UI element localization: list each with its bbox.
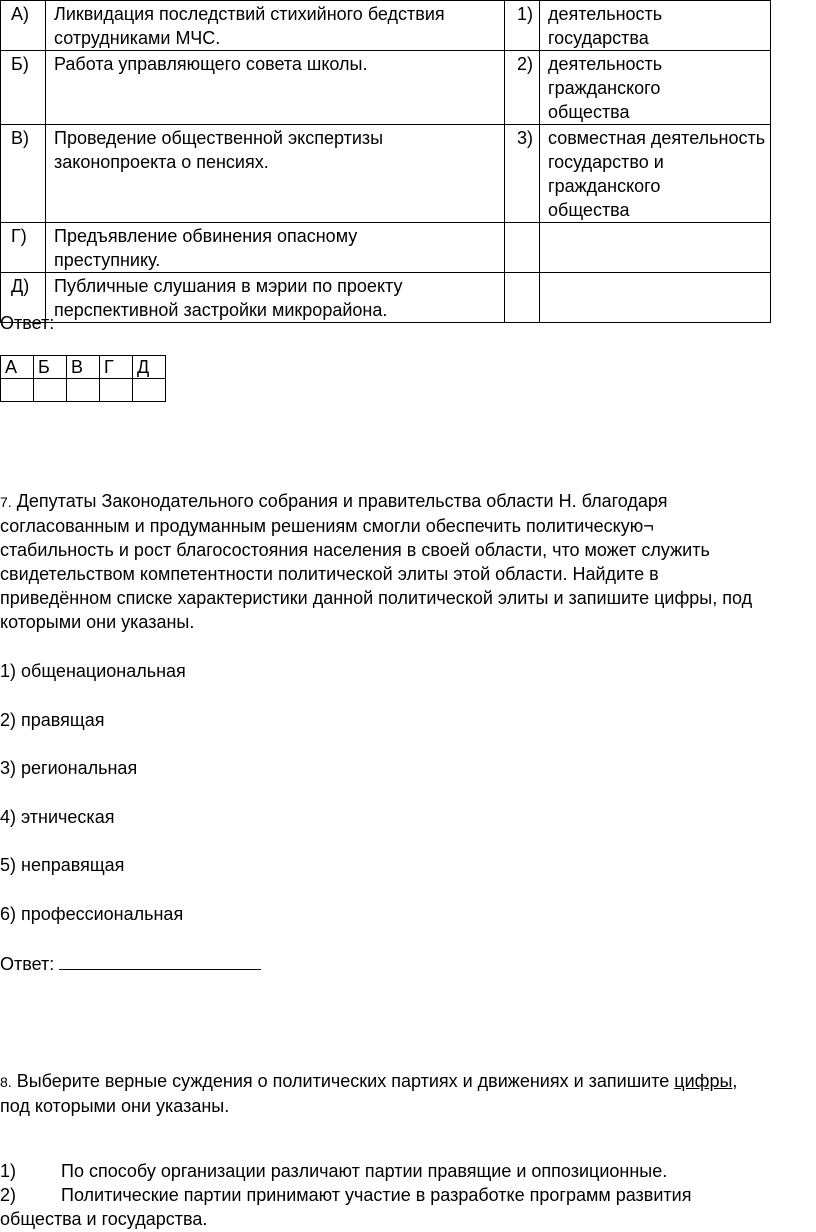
row-letter: Г)	[1, 223, 46, 273]
answer-header-cell: Д	[133, 356, 166, 379]
answer-header-cell: В	[67, 356, 100, 379]
q7-option-1: 1) общенациональная	[0, 661, 186, 681]
row-text	[46, 1, 505, 51]
answer-table	[0, 355, 166, 402]
matching-row	[1, 125, 771, 223]
q8-item-number: 1)	[0, 1161, 17, 1181]
answer-header-cell: А	[1, 356, 34, 379]
option-number: 2)	[505, 51, 540, 125]
answer-input-cell[interactable]	[67, 379, 100, 402]
q7-answer-blank[interactable]	[59, 951, 261, 970]
answer-header-cell: Г	[100, 356, 133, 379]
row-letter: В)	[1, 125, 46, 223]
row-letter: А)	[1, 1, 46, 51]
q8-underlined-word: цифры	[674, 1071, 733, 1091]
q8-item-text: Политические партии принимают участие в разработке программ развития	[61, 1185, 692, 1205]
row-text	[46, 223, 505, 273]
answer-input-cell[interactable]	[100, 379, 133, 402]
option-text-line: деятельность государства	[548, 4, 663, 48]
q7-option-5: 5) неправящая	[0, 855, 125, 875]
row-text-line: Публичные слушания в мэрии по проекту	[54, 276, 403, 296]
q7-answer-label: Ответ:	[0, 954, 55, 974]
option-text	[540, 125, 771, 223]
row-text-line: законопроекта о пенсиях.	[54, 152, 269, 172]
q8-comma: ,	[732, 1071, 738, 1091]
row-text-line: перспективной застройки микрорайона.	[54, 300, 388, 320]
answer-header-cell: Б	[34, 356, 67, 379]
option-text	[540, 1, 771, 51]
answer-input-cell[interactable]	[1, 379, 34, 402]
option-text	[540, 273, 771, 323]
option-text-line: совместная деятельность	[548, 128, 766, 148]
option-number	[505, 223, 540, 273]
row-text	[46, 51, 505, 125]
question-7-line: которыми они указаны.	[0, 612, 195, 632]
matching-row	[1, 1, 771, 51]
option-text	[540, 223, 771, 273]
q7-option-6: 6) профессиональная	[0, 904, 184, 924]
matching-row	[1, 273, 771, 323]
q8-item-text-cont: общества и государства.	[0, 1209, 208, 1229]
row-text	[46, 125, 505, 223]
question-8-number: 8.	[0, 1074, 12, 1090]
option-number: 1)	[505, 1, 540, 51]
option-number	[505, 273, 540, 323]
question-7-number: 7.	[0, 494, 12, 510]
q8-item-2	[0, 1183, 691, 1231]
question-7-line: свидетельством компетентности политической элиты этой области. Найдите в	[0, 564, 659, 584]
matching-row	[1, 223, 771, 273]
answer-label: Ответ:	[0, 313, 55, 333]
answer-input-cell[interactable]	[34, 379, 67, 402]
row-letter: Д)	[1, 273, 46, 323]
row-text	[46, 273, 505, 323]
matching-table	[0, 0, 771, 323]
q7-option-3: 3) региональная	[0, 758, 138, 778]
option-text-line: общества	[548, 200, 630, 220]
q8-item-number: 2)	[0, 1185, 17, 1205]
option-number: 3)	[505, 125, 540, 223]
question-7-text	[0, 489, 816, 634]
answer-input-cell[interactable]	[133, 379, 166, 402]
row-text-line: преступнику.	[54, 250, 161, 270]
q7-option-4: 4) этническая	[0, 807, 115, 827]
row-text-line: Работа управляющего совета школы.	[54, 54, 368, 74]
q7-option-2: 2) правящая	[0, 710, 105, 730]
question-7-line: согласованным и продуманным решениям смогли обеспечить политическую¬	[0, 516, 654, 536]
option-text-line: общества	[548, 102, 630, 122]
row-letter: Б)	[1, 51, 46, 125]
row-text-line: Проведение общественной экспертизы	[54, 128, 384, 148]
q8-line2: под которыми они указаны.	[0, 1096, 230, 1116]
option-text-line: государство и гражданского	[548, 152, 664, 196]
q8-line1: Выберите верные суждения о политических партиях и движениях и запишите	[16, 1071, 675, 1091]
question-7-line: стабильность и рост благосостояния населения в своей области, что может служить	[0, 540, 710, 560]
question-8-text	[0, 1069, 816, 1118]
row-text-line: Предъявление обвинения опасному	[54, 226, 358, 246]
row-text-line: Ликвидация последствий стихийного бедствия	[54, 4, 445, 24]
matching-row	[1, 51, 771, 125]
question-7-line: приведённом списке характеристики данной политической элиты и запишите цифры, под	[0, 588, 753, 608]
question-7-line: Депутаты Законодательного собрания и правительства области Н. благодаря	[16, 491, 668, 511]
row-text-line: сотрудниками МЧС.	[54, 28, 221, 48]
q8-item-1	[0, 1159, 667, 1183]
option-text	[540, 51, 771, 125]
option-text-line: деятельность гражданского	[548, 54, 663, 98]
q7-answer	[0, 951, 261, 976]
q8-item-text: По способу организации различают партии правящие и оппозиционные.	[61, 1161, 668, 1181]
